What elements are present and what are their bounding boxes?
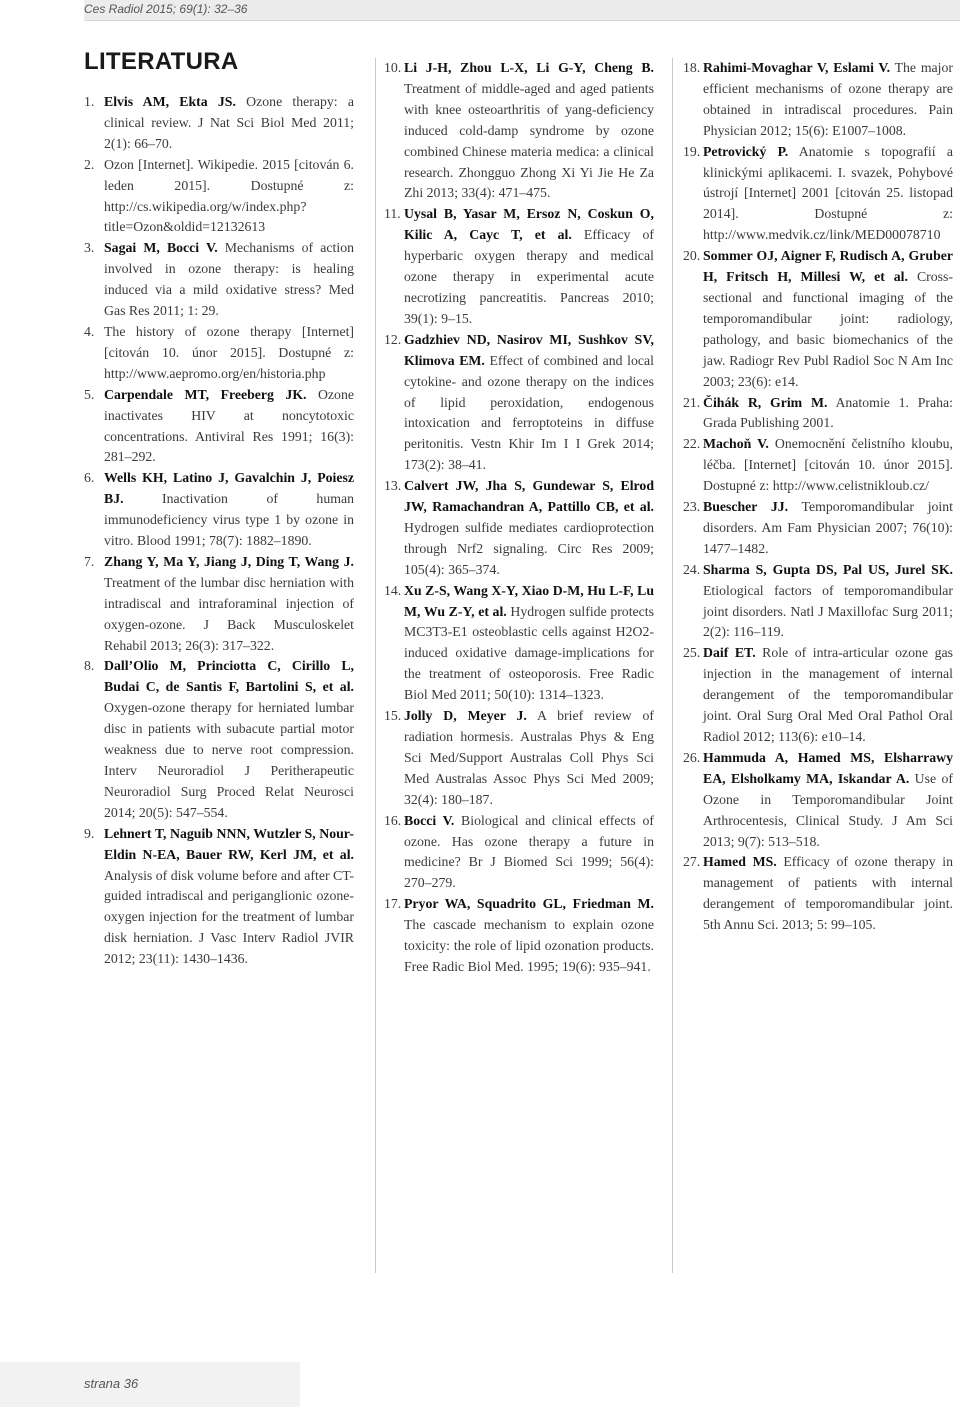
- reference-item: 27. Hamed MS. Efficacy of ozone therapy in management of patients with internal derangement of temporomandibular joint. 5th Annu Sci. 2013; 5: 99–105.: [683, 854, 953, 933]
- page-number: strana 36: [84, 1376, 139, 1391]
- reference-item: 13. Calvert JW, Jha S, Gundewar S, Elrod JW, Ramachandran A, Pattillo CB, et al. Hydrogen sulfide mediates cardioprotection through Nrf2 signaling. Circ Res 2009; 105(4): 365–374.: [384, 478, 654, 577]
- reference-item: 7. Zhang Y, Ma Y, Jiang J, Ding T, Wang J. Treatment of the lumbar disc herniation with intradiscal and intraforaminal injection of oxygen-ozone. J Back Musculoskelet Rehabil 2013; 26(3): 317–322.: [84, 553, 354, 653]
- running-header: [84, 0, 960, 21]
- reference-list: [84, 92, 354, 970]
- reference-item: 17. Pryor WA, Squadrito GL, Friedman M. The cascade mechanism to explain ozone toxicity: the role of lipid ozonation products. Free Radic Biol Med. 1995; 19(6): 935–941.: [384, 896, 654, 974]
- reference-item: 4. The history of ozone therapy [Internet] [citován 10. únor 2015]. Dostupné z: http://www.aepromo.org/en/historia.php: [84, 323, 354, 381]
- reference-list: [683, 58, 953, 936]
- reference-item: 19. Petrovický P. Anatomie s topografií a klinickými aplikacemi. I. svazek, Pohybové ústrojí [Internet] 2001 [citován 25. listopad 2014]. Dostupné z: http://www.medvik.cz/link/MED00078710: [683, 143, 954, 243]
- references-column-2: [384, 58, 654, 978]
- reference-item: 9. Lehnert T, Naguib NNN, Wutzler S, Nour-Eldin N-EA, Bauer RW, Kerl JM, et al. Analysis of disk volume before and after CT-guided intradiscal and periganglionic ozone-oxygen injection for the treatment of lumbar disk herniation. J Vasc Interv Radiol JVIR 2012; 23(11): 1430–1436.: [84, 825, 354, 967]
- references-column-1: [84, 92, 354, 970]
- reference-list: [384, 58, 654, 978]
- column-divider: [672, 58, 673, 1273]
- reference-item: 3. Sagai M, Bocci V. Mechanisms of action involved in ozone therapy: is healing induced via a mild oxidative stress? Med Gas Res 2011; 1: 29.: [84, 240, 355, 319]
- reference-item: 25. Daif ET. Role of intra-articular ozone gas injection in the management of internal derangement of the temporomandibular joint. Oral Surg Oral Med Oral Pathol Oral Radiol 2012; 113(6): e10–14.: [683, 645, 954, 744]
- reference-item: 23. Buescher JJ. Temporomandibular joint disorders. Am Fam Physician 2007; 76(10): 1477–1482.: [683, 499, 953, 556]
- reference-item: 18. Rahimi-Movaghar V, Eslami V. The major efficient mechanisms of ozone therapy are obtained in intradiscal procedures. Pain Physician 2012; 15(6): E1007–1008.: [683, 60, 954, 138]
- reference-item: 10. Li J-H, Zhou L-X, Li G-Y, Cheng B. Treatment of middle-aged and aged patients with knee osteoarthritis of yang-deficiency induced cold-damp syndrome by ozone combined Chinese materia medica: a clinical research. Zhongguo Zhong Xi Yi Jie He Za Zhi 2013; 33(4): 471–475.: [384, 60, 654, 201]
- reference-item: 26. Hammuda A, Hamed MS, Elsharrawy EA, Elsholkamy MA, Iskandar A. Use of Ozone in Temporomandibular Joint Arthrocentesis, Clinical Study. J Am Sci 2013; 9(7): 513–518.: [683, 749, 953, 849]
- reference-item: 14. Xu Z-S, Wang X-Y, Xiao D-M, Hu L-F, Lu M, Wu Z-Y, et al. Hydrogen sulfide protects MC3T3-E1 osteoblastic cells against H2O2-induced oxidative damage-implications for the treatment of osteoporosis. Free Radic Biol Med 2011; 50(10): 1314–1323.: [384, 582, 654, 703]
- reference-item: 5. Carpendale MT, Freeberg JK. Ozone inactivates HIV at noncytotoxic concentrations. Antiviral Res 1991; 16(3): 281–292.: [84, 386, 354, 465]
- reference-item: 1. Elvis AM, Ekta JS. Ozone therapy: a clinical review. J Nat Sci Biol Med 2011; 2(1): 66–70.: [84, 94, 354, 151]
- reference-item: 22. Machoň V. Onemocnění čelistního kloubu, léčba. [Internet] [citován 10. únor 2015]. Dostupné z: http://www.celistnikloub.cz/: [683, 436, 953, 494]
- reference-item: 16. Bocci V. Biological and clinical effects of ozone. Has ozone therapy a future in medicine? Br J Biomed Sci 1999; 56(4): 270–279.: [384, 812, 654, 891]
- journal-citation: Ces Radiol 2015; 69(1): 32–36: [84, 2, 248, 16]
- reference-item: 8. Dall’Olio M, Princiotta C, Cirillo L, Budai C, de Santis F, Bartolini S, et al. Oxygen-ozone therapy for herniated lumbar disc in patients with subacute partial motor weakness due to nerve root compression. Interv Neuroradiol J Peritherapeutic Neuroradiol Surg Proced Relat Neurosci 2014; 20(5): 547–554.: [84, 658, 354, 820]
- references-column-3: [683, 58, 953, 936]
- section-heading: LITERATURA: [84, 48, 239, 75]
- reference-item: 21. Čihák R, Grim M. Anatomie 1. Praha: Grada Publishing 2001.: [683, 394, 953, 431]
- reference-item: 15. Jolly D, Meyer J. A brief review of radiation hormesis. Australas Phys & Eng Sci Med/Support Australas Coll Phys Sci Med Australas Assoc Phys Sci Med 2009; 32(4): 180–187.: [384, 708, 654, 807]
- reference-item: 6. Wells KH, Latino J, Gavalchin J, Poiesz BJ. Inactivation of human immunodeficiency virus type 1 by ozone in vitro. Blood 1991; 78(7): 1882–1890.: [84, 470, 354, 549]
- reference-item: 2. Ozon [Internet]. Wikipedie. 2015 [citován 6. leden 2015]. Dostupné z: http://cs.wikipedia.org/w/index.php?title=Ozon&oldid=12132613: [84, 156, 354, 235]
- reference-item: 11. Uysal B, Yasar M, Ersoz N, Coskun O, Kilic A, Cayc T, et al. Efficacy of hyperbaric oxygen therapy and medical ozone therapy in experimental acute necrotizing pancreatitis. Pancreas 2010; 39(1): 9–15.: [384, 206, 654, 326]
- reference-item: 24. Sharma S, Gupta DS, Pal US, Jurel SK. Etiological factors of temporomandibular joint disorders. Natl J Maxillofac Surg 2011; 2(2): 116–119.: [683, 561, 953, 640]
- column-divider: [375, 58, 376, 1273]
- reference-item: 20. Sommer OJ, Aigner F, Rudisch A, Gruber H, Fritsch H, Millesi W, et al. Cross-sectional and functional imaging of the temporomandibular joint: radiology, pathology, and basic biomechanics of the jaw. Radiogr Rev Publ Radiol Soc N Am Inc 2003; 23(6): e14.: [683, 248, 953, 389]
- reference-item: 12. Gadzhiev ND, Nasirov MI, Sushkov SV, Klimova EM. Effect of combined and local cytokine- and ozone therapy on the indices of lipid peroxidation, endogenous intoxication and ferroptoteins in diffuse peritonitis. Vestn Khir Im I I Grek 2014; 173(2): 38–41.: [384, 331, 654, 473]
- footer-band: [0, 1362, 300, 1407]
